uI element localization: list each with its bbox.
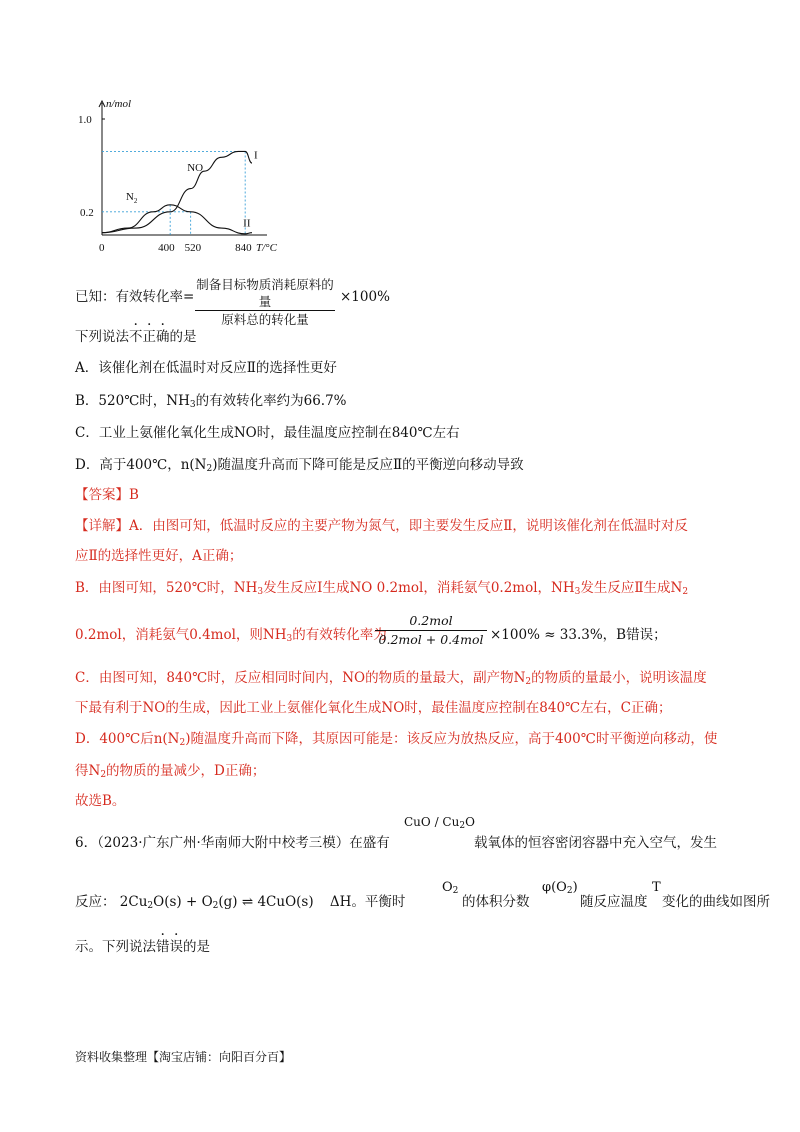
y-axis-label: n/mol bbox=[106, 98, 132, 110]
explanation-line: 故选B。 bbox=[75, 793, 126, 809]
prompt-text: 下列说法 bbox=[75, 329, 129, 345]
x-tick-label: 0 bbox=[99, 242, 105, 254]
y-tick-label: 0.2 bbox=[80, 206, 94, 219]
emph-char: 不 bbox=[129, 329, 143, 345]
q6-line2-end: 变化的曲线如图所 bbox=[662, 894, 770, 910]
series-tag-ii: II bbox=[243, 217, 251, 230]
prompt-text: 的是 bbox=[169, 329, 197, 345]
fraction-denominator: 原料总的转化量 bbox=[195, 310, 335, 328]
explanation-line: 下最有利于NO的生成，因此工业上氨催化氧化生成NO时，最佳温度应控制在840℃左右，C正确； bbox=[75, 700, 672, 716]
carrier-formula: CuO / $Cu_2O$ bbox=[404, 815, 475, 831]
y-tick-label: 1.0 bbox=[78, 114, 92, 126]
known-prefix: 已知：有效转化率= bbox=[75, 289, 195, 305]
series-label-n2-sub: 2 bbox=[133, 197, 138, 206]
phi-symbol: $\varphi(O_2)$ bbox=[542, 880, 578, 896]
option-b: B．520℃时，$NH_3$的有效转化率约为66.7% bbox=[75, 393, 347, 410]
option-d: D．高于400℃，$n(N_2)$随温度升高而下降可能是反应Ⅱ的平衡逆向移动导致 bbox=[75, 457, 524, 474]
x-axis-label: T/°C bbox=[256, 242, 277, 254]
q6-line2: 反应： $2Cu_2O(s) + O_2(g)$ ⇌ 4CuO(s) ΔH。平衡时 bbox=[75, 894, 406, 911]
q5-prompt bbox=[75, 327, 197, 347]
explanation-line: B．由图可知，520℃时，$NH_3$发生反应I生成NO 0.2mol，消耗氨气0.2mol，$NH_3$发生反应Ⅱ生成$N_2$ bbox=[75, 580, 689, 597]
x-tick-label: 400 bbox=[158, 242, 175, 254]
q6-line1: 6．（2023·广东广州·华南师大附中校考三模）在盛有 bbox=[75, 835, 390, 851]
n-vs-temperature-chart bbox=[70, 95, 277, 260]
fraction-numerator: 0.2mol bbox=[409, 613, 453, 628]
series-label-n2: $N_2$ bbox=[125, 191, 138, 206]
x-tick-label: 520 bbox=[184, 242, 202, 254]
known-suffix: ×100% bbox=[340, 289, 390, 305]
q6-line3: 示。下列说法错误的是 bbox=[75, 939, 210, 955]
emph-char: 确 bbox=[156, 329, 170, 345]
fraction-denominator: 0.2mol + 0.4mol bbox=[375, 630, 487, 649]
emph-char: 错 bbox=[156, 939, 170, 955]
explanation-line: 得$N_2$的物质的量减少，D正确； bbox=[75, 763, 266, 780]
o2-symbol: $O_2$ bbox=[442, 880, 459, 896]
series-label-no: NO bbox=[187, 162, 204, 175]
t-symbol: T bbox=[652, 880, 661, 895]
explanation-line: ×100% ≈ 33.3%，B错误； bbox=[490, 627, 667, 643]
series-tag-i: I bbox=[254, 149, 258, 162]
explanation-line: C．由图可知，840℃时，反应相同时间内，NO的物质的量最大，副产物$N_2$的物质的量最小，说明该温度 bbox=[75, 670, 707, 687]
explanation-line: 应Ⅱ的选择性更好，A正确； bbox=[75, 548, 243, 564]
x-tick-label: 840 bbox=[235, 242, 252, 254]
option-c: C．工业上氨催化氧化生成NO时，最佳温度应控制在840℃左右 bbox=[75, 425, 460, 441]
known-definition bbox=[75, 287, 194, 307]
emph-char: 正 bbox=[142, 329, 156, 345]
explanation-line: 【详解】A．由图可知，低温时反应的主要产物为氮气，即主要发生反应Ⅱ，说明该催化剂在低温时对反 bbox=[75, 518, 688, 534]
efficiency-fraction bbox=[195, 276, 335, 328]
explanation-line: D．400℃后$n(N_2)$随温度升高而下降，其原因可能是：该反应为放热反应，高于400℃时平衡逆向移动，使 bbox=[75, 731, 718, 748]
reaction-equation: $2Cu_2O(s) + O_2(g)$ ⇌ 4CuO(s) bbox=[119, 894, 314, 911]
fraction-numerator: 制备目标物质消耗原料的量 bbox=[196, 277, 334, 309]
emph-char: 误 bbox=[169, 939, 183, 955]
rate-fraction bbox=[375, 612, 487, 649]
option-a: A．该催化剂在低温时对反应Ⅱ的选择性更好 bbox=[75, 360, 337, 376]
footer-note: 资料收集整理【淘宝店铺：向阳百分百】 bbox=[75, 1050, 292, 1064]
series-line-no bbox=[102, 151, 252, 232]
q6-line2-mid: 的体积分数 bbox=[462, 894, 530, 910]
explanation-line: 0.2mol，消耗氨气0.4mol，则$NH_3$的有效转化率为 bbox=[75, 627, 387, 644]
q6-line2-mid2: 随反应温度 bbox=[580, 894, 648, 910]
q6-line1-end: 载氧体的恒容密闭容器中充入空气，发生 bbox=[474, 835, 717, 851]
answer-line: 【答案】B bbox=[75, 487, 139, 503]
